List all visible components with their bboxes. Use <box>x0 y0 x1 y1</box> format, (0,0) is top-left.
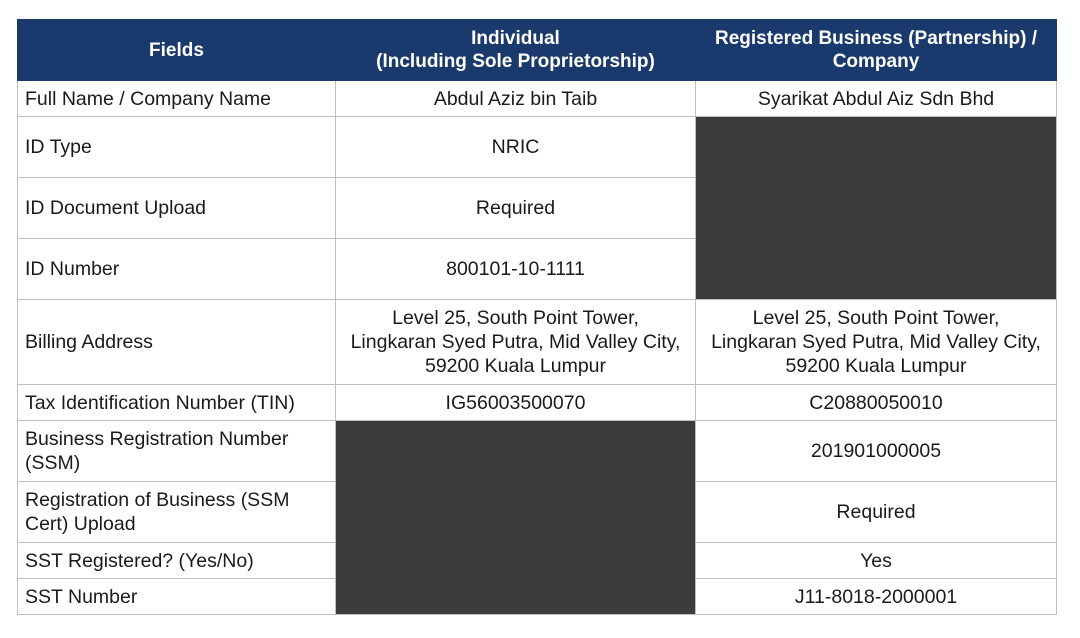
comparison-table-container <box>17 19 1057 615</box>
header-business-line1: Registered Business (Partnership) / <box>714 28 1038 49</box>
header-business-line2: Company <box>832 51 920 72</box>
table-row-tin <box>18 385 1057 421</box>
header-individual-line1: Individual <box>471 28 560 49</box>
field-label: SST Number <box>18 579 336 615</box>
business-value: Syarikat Abdul Aiz Sdn Bhd <box>696 81 1057 117</box>
table-row-id-type <box>18 117 1057 178</box>
header-individual-line2: (Including Sole Proprietorship) <box>376 51 655 72</box>
business-value: 201901000005 <box>696 421 1057 482</box>
business-value: Required <box>696 482 1057 543</box>
field-label: ID Document Upload <box>18 178 336 239</box>
field-label: ID Type <box>18 117 336 178</box>
table-row-full-name <box>18 81 1057 117</box>
table-row-billing-address <box>18 300 1057 385</box>
business-value: Yes <box>696 543 1057 579</box>
address-line: Lingkaran Syed Putra, Mid Valley City, <box>350 331 681 353</box>
field-label: Business Registration Number (SSM) <box>18 421 336 482</box>
business-value: J11-8018-2000001 <box>696 579 1057 615</box>
address-line: Lingkaran Syed Putra, Mid Valley City, <box>711 331 1041 353</box>
individual-value: 800101-10-1111 <box>336 239 696 300</box>
individual-value: Abdul Aziz bin Taib <box>336 81 696 117</box>
individual-redacted-block <box>336 421 696 615</box>
header-business <box>696 20 1057 81</box>
einvoice-fields-table <box>17 19 1057 615</box>
individual-value <box>336 300 696 385</box>
individual-value: IG56003500070 <box>336 385 696 421</box>
header-fields: Fields <box>18 20 336 81</box>
field-label: ID Number <box>18 239 336 300</box>
field-label: Registration of Business (SSM Cert) Upload <box>18 482 336 543</box>
individual-value: NRIC <box>336 117 696 178</box>
individual-value: Required <box>336 178 696 239</box>
header-individual <box>336 20 696 81</box>
business-value <box>696 300 1057 385</box>
field-label: Full Name / Company Name <box>18 81 336 117</box>
business-value: C20880050010 <box>696 385 1057 421</box>
address-line: Level 25, South Point Tower, <box>752 307 1000 329</box>
address-line: 59200 Kuala Lumpur <box>785 355 967 377</box>
business-redacted-block <box>696 117 1057 300</box>
address-line: 59200 Kuala Lumpur <box>424 355 607 377</box>
table-row-business-registration-number <box>18 421 1057 482</box>
field-label: SST Registered? (Yes/No) <box>18 543 336 579</box>
field-label: Billing Address <box>18 300 336 385</box>
table-header-row <box>18 20 1057 81</box>
address-line: Level 25, South Point Tower, <box>392 307 639 329</box>
field-label: Tax Identification Number (TIN) <box>18 385 336 421</box>
